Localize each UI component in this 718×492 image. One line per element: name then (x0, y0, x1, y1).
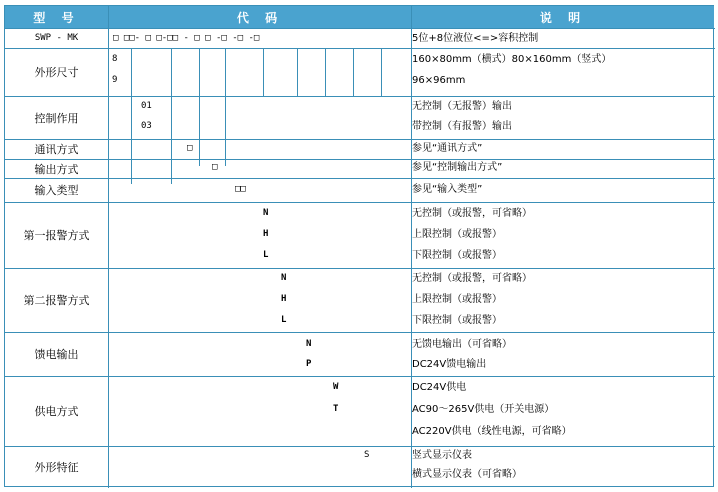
code-divider (381, 48, 382, 96)
control-description: 带控制（有报警）输出 (412, 121, 512, 132)
code-divider (199, 48, 200, 166)
alarm1-description: 下限控制（或报警） (412, 250, 502, 261)
alarm2-code-n: N (281, 273, 287, 283)
output-code: □ (212, 162, 218, 172)
input-code: □□ (235, 184, 246, 194)
code-divider (263, 48, 264, 96)
row-divider (5, 332, 715, 333)
alarm1-code-h: H (263, 229, 269, 239)
alarm1-label: 第一报警方式 (23, 229, 90, 242)
model-description: 5位+8位液位<=>容积控制 (412, 33, 539, 44)
code-divider (131, 48, 132, 96)
header-description: 说 明 (412, 6, 714, 28)
control-code-03: 03 (141, 121, 152, 131)
size-code-9: 9 (112, 75, 118, 85)
feed-description: 无馈电输出（可省略） (412, 339, 512, 350)
alarm1-code-l: L (263, 250, 269, 260)
column-divider (108, 6, 109, 488)
comm-description: 参见“通讯方式” (412, 143, 483, 154)
code-divider (171, 96, 172, 184)
code-divider (131, 96, 132, 184)
model-code-pattern: □ □□- □ □-□□ - □ □ -□ -□ -□ (113, 33, 260, 43)
shape-description: 竖式显示仪表 (412, 450, 472, 461)
alarm2-description: 下限控制（或报警） (412, 315, 502, 326)
code-divider (225, 48, 226, 166)
feed-description: DC24V馈电输出 (412, 359, 487, 370)
shape-code-s: S (364, 450, 370, 460)
power-description: DC24V供电 (412, 382, 467, 393)
feed-code-p: P (306, 359, 312, 369)
power-description: AC220V供电（线性电源，可省略） (412, 426, 572, 437)
row-divider (5, 28, 715, 29)
shape-label: 外形特征 (34, 461, 79, 474)
comm-label: 通讯方式 (34, 143, 79, 156)
row-divider (5, 446, 715, 447)
model-code-table (4, 5, 714, 487)
row-divider (5, 178, 715, 179)
alarm2-description: 无控制（或报警，可省略） (412, 273, 532, 284)
control-label: 控制作用 (34, 111, 79, 125)
alarm2-code-l: L (281, 315, 287, 325)
alarm1-description: 上限控制（或报警） (412, 229, 502, 240)
power-code-t: T (333, 404, 339, 414)
output-description: 参见“控制输出方式” (412, 162, 503, 173)
shape-description: 横式显示仪表（可省略） (412, 469, 522, 480)
alarm2-label: 第二报警方式 (23, 294, 90, 307)
feed-code-n: N (306, 339, 312, 349)
comm-code: □ (187, 143, 193, 153)
output-label: 输出方式 (34, 162, 79, 176)
code-divider (353, 48, 354, 96)
power-label: 供电方式 (34, 405, 79, 418)
row-divider (5, 139, 715, 140)
model-label: SWP - MK (34, 33, 79, 43)
code-divider (297, 48, 298, 96)
code-divider (325, 48, 326, 96)
row-divider (5, 202, 715, 203)
code-divider (171, 48, 172, 96)
alarm2-description: 上限控制（或报警） (412, 294, 502, 305)
alarm1-code-n: N (263, 208, 269, 218)
input-label: 输入类型 (34, 184, 79, 197)
alarm1-description: 无控制（或报警，可省略） (412, 208, 532, 219)
size-description: 96×96mm (412, 75, 466, 86)
row-divider (5, 96, 715, 97)
row-divider (5, 376, 715, 377)
size-label: 外形尺寸 (34, 66, 79, 79)
header-code: 代 码 (109, 6, 411, 28)
control-description: 无控制（无报警）输出 (412, 101, 512, 112)
control-code-01: 01 (141, 101, 152, 111)
row-divider (5, 159, 715, 160)
row-divider (5, 48, 715, 49)
size-description: 160×80mm（横式）80×160mm（竖式） (412, 54, 612, 65)
power-code-w: W (333, 382, 339, 392)
size-code-8: 8 (112, 54, 118, 64)
power-description: AC90～265V供电（开关电源） (412, 404, 555, 415)
row-divider (5, 268, 715, 269)
header-model: 型 号 (5, 6, 108, 28)
feed-label: 馈电输出 (34, 348, 79, 361)
input-description: 参见“输入类型” (412, 184, 483, 195)
alarm2-code-h: H (281, 294, 287, 304)
